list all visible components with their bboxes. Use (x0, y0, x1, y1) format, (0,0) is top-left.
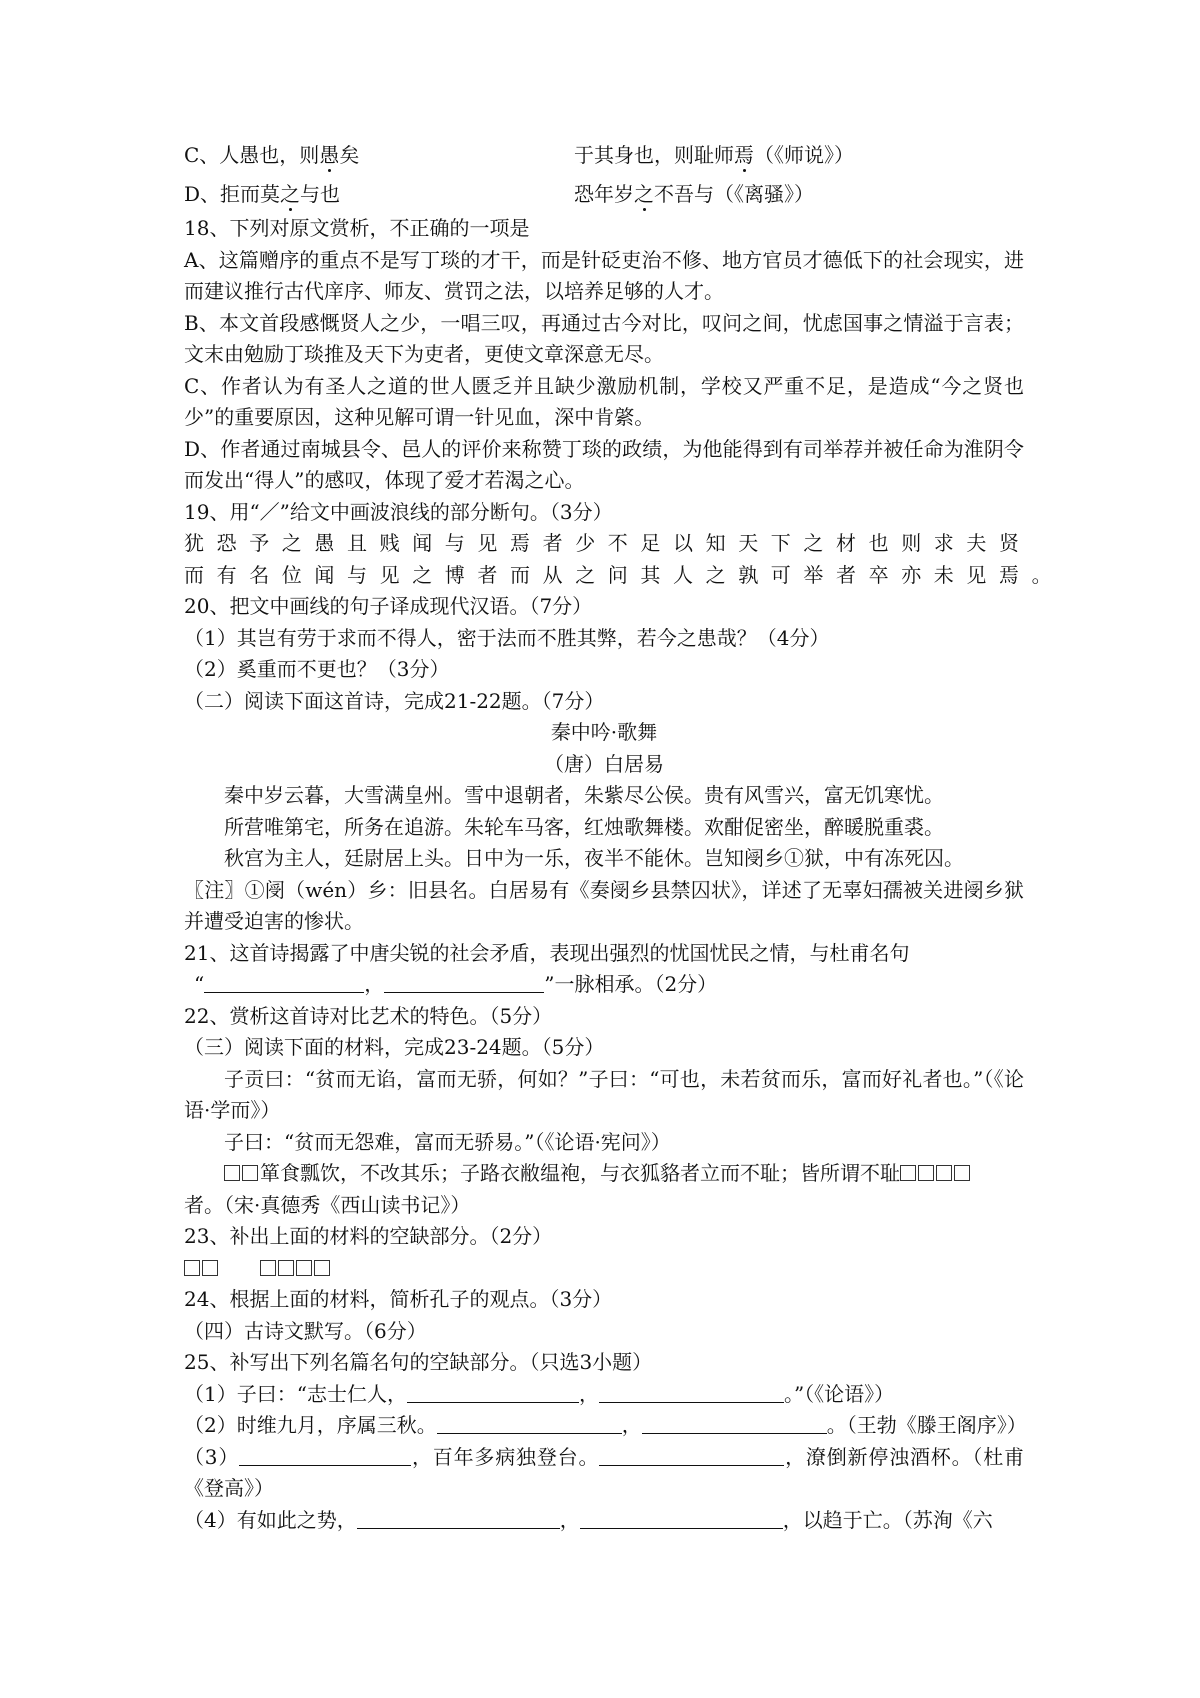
poem-stanza-1: 秦中岁云暮，大雪满皇州。雪中退朝者，朱紫尽公侯。贵有风雪兴，富无饥寒忧。 (224, 783, 944, 807)
section-2-heading: （二）阅读下面这首诗，完成21-22题。（7分） (184, 688, 605, 713)
q25-item-1: （1）子曰：“志士仁人， ， 。”（《论语》） (184, 1381, 895, 1406)
q18-stem: 18、下列对原文赏析，不正确的一项是 (184, 216, 530, 240)
q22-stem: 22、赏析这首诗对比艺术的特色。（5分） (184, 1003, 553, 1028)
emphasis-char: 焉 (734, 143, 754, 167)
q18-option-c: C、作者认为有圣人之道的世人匮乏并且缺少激励机制，学校又严重不足，是造成“今之贤也少”的重要原因，这种见解可谓一针见血，深中肯綮。 (184, 373, 1024, 429)
emphasis-char: 之 (634, 182, 654, 206)
answer-blank[interactable] (204, 970, 364, 993)
q21-stem: 21、这首诗揭露了中唐尖锐的社会矛盾，表现出强烈的忧国忧民之情，与杜甫名句 (184, 940, 910, 965)
answer-box[interactable] (260, 1260, 276, 1276)
poem-note: 〖注〗①阌（wén）乡：旧县名。白居易有《奏阌乡县禁囚状》，详述了无辜妇孺被关进阌乡狱并遭受迫害的惨状。 (184, 877, 1024, 933)
missing-char-box (900, 1165, 916, 1181)
q17-option-c: C、人愚也，则愚矣 于其身也，则耻师焉（《师说》） (184, 143, 854, 167)
missing-char-box (936, 1165, 952, 1181)
emphasis-char: 愚 (319, 143, 340, 167)
section-4-heading: （四）古诗文默写。（6分） (184, 1318, 427, 1343)
poem-stanza-2: 所营唯第宅，所务在追游。朱轮车马客，红烛歌舞楼。欢酣促密坐，醉暖脱重裘。 (224, 814, 944, 839)
missing-char-box (242, 1165, 258, 1181)
answer-blank[interactable] (384, 970, 544, 993)
material-3-end: 者。（宋·真德秀《西山读书记》） (184, 1192, 471, 1217)
answer-box[interactable] (296, 1260, 312, 1276)
q20-sentence-2: （2）奚重而不更也？（3分） (184, 657, 450, 681)
poem-author: （唐）白居易 (544, 751, 664, 776)
q23-stem: 23、补出上面的材料的空缺部分。（2分） (184, 1224, 553, 1248)
answer-box[interactable] (278, 1260, 294, 1276)
answer-box[interactable] (314, 1260, 330, 1276)
q19-stem: 19、用“／”给文中画波浪线的部分断句。（3分） (184, 499, 613, 524)
q21-blanks: “ ， ”一脉相承。（2分） (194, 972, 718, 996)
material-3: 箪食瓢饮，不改其乐；子路衣敝缊袍，与衣狐貉者立而不耻；皆所谓不耻 (184, 1158, 1024, 1190)
material-1: 子贡曰：“贫而无谄，富而无骄，何如？”子曰：“可也，未若贫而乐，富而好礼者也。”（《论语·学而》） (184, 1066, 1024, 1122)
answer-blank[interactable] (437, 1411, 622, 1434)
missing-char-box (918, 1165, 934, 1181)
material-2: 子曰：“贫而无怨难，富而无骄易。”（《论语·宪问》） (224, 1129, 671, 1154)
q25-item-4: （4）有如此之势， ， ，以趋于亡。（苏洵《六 (184, 1507, 993, 1532)
q18-option-a: A、这篇赠序的重点不是写丁琰的才干，而是针砭吏治不修、地方官员才德低下的社会现实，进而建议推行古代庠序、师友、赏罚之法，以培养足够的人才。 (184, 247, 1024, 303)
answer-blank[interactable] (239, 1443, 411, 1466)
answer-blank[interactable] (407, 1380, 579, 1403)
exam-page (184, 140, 1065, 1536)
q18-option-b: B、本文首段感慨贤人之少，一唱三叹，再通过古今对比，叹问之间，忧虑国事之情溢于言表；文末由勉励丁琰推及天下为吏者，更使文章深意无尽。 (184, 310, 1024, 366)
answer-box[interactable] (202, 1260, 218, 1276)
poem-stanza-3: 秋宫为主人，廷尉居上头。日中为一乐，夜半不能休。岂知阌乡①狱，中有冻死囚。 (224, 846, 964, 870)
q20-stem: 20、把文中画线的句子译成现代汉语。（7分） (184, 594, 593, 618)
poem-title: 秦中吟·歌舞 (550, 720, 658, 744)
answer-box[interactable] (184, 1260, 200, 1276)
q20-sentence-1: （1）其岂有劳于求而不得人，密于法而不胜其弊，若今之患哉？（4分） (184, 625, 830, 650)
q19-passage-line-1: 犹恐予之愚且贱闻与见焉者少不足以知天下之材也则求夫贤 (184, 531, 1032, 555)
answer-blank[interactable] (580, 1506, 783, 1529)
q25-item-3: （3） ，百年多病独登台。 ，潦倒新停浊酒杯。（杜甫《登高》） (184, 1444, 1025, 1500)
q17-option-d: D、拒而莫之与也 恐年岁之不吾与（《离骚》） (184, 182, 814, 206)
missing-char-box (954, 1165, 970, 1181)
q25-item-2: （2）时维九月，序属三秋。 ， 。（王勃《滕王阁序》） (184, 1413, 1027, 1437)
answer-blank[interactable] (599, 1380, 784, 1403)
answer-blank[interactable] (357, 1506, 560, 1529)
q25-stem: 25、补写出下列名篇名句的空缺部分。（只选3小题） (184, 1350, 653, 1374)
answer-blank[interactable] (642, 1411, 827, 1434)
answer-blank[interactable] (599, 1443, 784, 1466)
q18-option-d: D、作者通过南城县令、邑人的评价来称赞丁琰的政绩，为他能得到有司举荐并被任命为淮阴令而发出“得人”的感叹，体现了爱才若渴之心。 (184, 436, 1024, 492)
q23-answer-boxes (184, 1253, 1024, 1285)
emphasis-char: 之 (280, 182, 301, 206)
q19-passage-line-2: 而有名位闻与见之博者而从之问其人之孰可举者卒亦未见焉。 (184, 562, 1065, 587)
q24-stem: 24、根据上面的材料，简析孔子的观点。（3分） (184, 1287, 613, 1311)
section-3-heading: （三）阅读下面的材料，完成23-24题。（5分） (184, 1035, 605, 1059)
missing-char-box (224, 1165, 240, 1181)
